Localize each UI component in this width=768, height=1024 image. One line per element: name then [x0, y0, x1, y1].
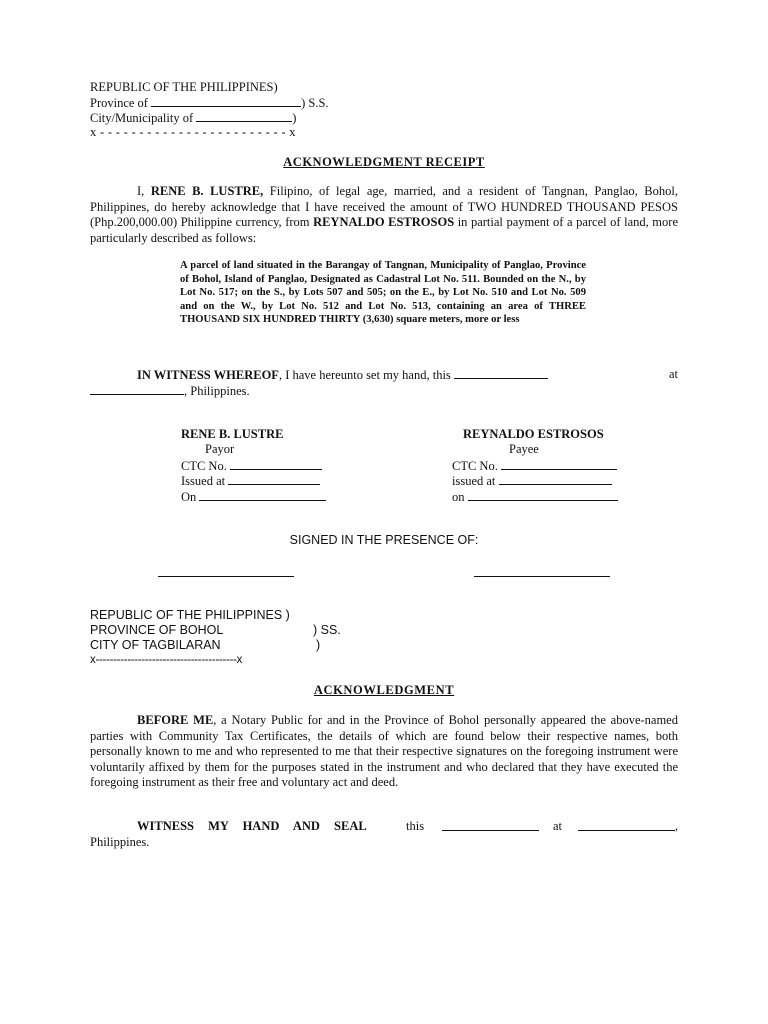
witness-at: at [668, 367, 678, 381]
payee-issued [452, 473, 612, 490]
seal-line [137, 819, 678, 835]
venue2-republic: REPUBLIC OF THE PHILIPPINES ) [90, 608, 290, 622]
witness-heading: IN WITNESS WHEREOF [137, 368, 279, 382]
receipt-end: in partial payment of a parcel of land, more particularly described as follows: [90, 215, 678, 245]
witness2-signature-line [474, 575, 610, 577]
receipt-intro: I, [137, 184, 151, 198]
payor-on [181, 489, 326, 506]
ack-paragraph [90, 713, 678, 791]
witness-date-blank [454, 367, 548, 379]
witness-place-line [90, 383, 250, 400]
payee-name: REYNALDO ESTROSOS [463, 427, 604, 441]
seal-comma: , [675, 819, 679, 833]
payor-issued [181, 473, 320, 490]
payee-on [452, 489, 618, 506]
receipt-title: ACKNOWLEDGMENT RECEIPT [283, 155, 485, 169]
payee-issued-blank [499, 473, 612, 485]
land-description-text: A parcel of land situated in the Barangay of Tangnan, Municipality of Panglao, Province of Bohol, Island of Panglao, Designated as Cadastral Lot No. 511. Bounded on the N., by Lot No. 517; on the S., by Lots 507 and 505; on the E., by Lot No. 510 and Lot No. 509 and on the W., by Lot No. 512 and Lot No. 513, containing an area of THREE THOUSAND SIX HUNDRED THIRTY (3,630) square meters, more or less [180, 260, 586, 326]
ack-title: ACKNOWLEDGMENT [313, 683, 455, 697]
seal-date-blank [442, 819, 539, 831]
seal-this: this [406, 819, 425, 833]
ack-before-me: BEFORE ME [137, 713, 214, 727]
payor-name: RENE B. LUSTRE [181, 427, 284, 441]
witness1-signature-line [158, 575, 294, 577]
payee-role: Payee [509, 442, 539, 456]
payee-issued-label: issued at [452, 474, 496, 488]
province-blank [151, 95, 301, 107]
payee-name-inline: REYNALDO ESTROSOS [313, 215, 455, 229]
payor-ctc-blank [230, 458, 322, 470]
venue2-ss: ) SS. [313, 623, 341, 637]
venue2-city: CITY OF TAGBILARAN [90, 638, 221, 652]
venue-republic: REPUBLIC OF THE PHILIPPINES) [90, 80, 278, 94]
venue2-province: PROVINCE OF BOHOL [90, 623, 224, 637]
payee-on-blank [468, 489, 618, 501]
payor-on-label: On [181, 490, 197, 504]
seal-at: at [553, 819, 563, 833]
payor-name-inline: RENE B. LUSTRE, [150, 184, 264, 198]
venue-separator: x - - - - - - - - - - - - - - - - - - - - - - - - x [90, 125, 296, 139]
witness-text: , I have hereunto set my hand, this [278, 368, 451, 382]
payor-ctc-label: CTC No. [181, 459, 227, 473]
city-close-paren: ) [292, 111, 297, 125]
receipt-paragraph [90, 184, 678, 246]
payee-ctc-blank [501, 458, 617, 470]
seal-place-blank [578, 819, 675, 831]
ss-label: ) S.S. [301, 96, 329, 110]
payor-issued-blank [228, 473, 320, 485]
city-label: City/Municipality of [90, 111, 194, 125]
receipt-body: Filipino, of legal age, married, and a resident of Tangnan, Panglao, Bohol, Philippines, do hereby acknowledge that I have received the amount of TWO HUNDRED THOUSAND PESOS (Php.200,000.00) Philippine currency, from [90, 184, 678, 229]
witness-line [137, 367, 678, 384]
payor-role: Payor [205, 442, 235, 456]
payee-ctc-label: CTC No. [452, 459, 498, 473]
payee-on-label: on [452, 490, 465, 504]
venue2-city-paren: ) [316, 638, 321, 652]
province-label: Province of [90, 96, 148, 110]
payor-issued-label: Issued at [181, 474, 226, 488]
presence-heading: SIGNED IN THE PRESENCE OF: [289, 533, 479, 547]
seal-end: Philippines. [90, 835, 150, 849]
ack-text: , a Notary Public for and in the Province of Bohol personally appeared the above-named parties with Community Tax Certificates, the details of which are found below their respective names, both personally known to me and who represented to me that their respective signatures on the foregoing instrument were voluntarily affixed by them for the purposes stated in the instrument and who declared that they have executed the foregoing instrument as their free and voluntary act and deed. [90, 713, 678, 789]
seal-heading: WITNESS MY HAND AND SEAL [137, 819, 367, 833]
land-description [180, 259, 586, 327]
payor-on-blank [199, 489, 326, 501]
witness-place-blank [90, 383, 184, 395]
witness-end: , Philippines. [184, 384, 250, 398]
venue2-separator: x----------------------------------------x [90, 654, 243, 666]
city-blank [196, 110, 292, 122]
